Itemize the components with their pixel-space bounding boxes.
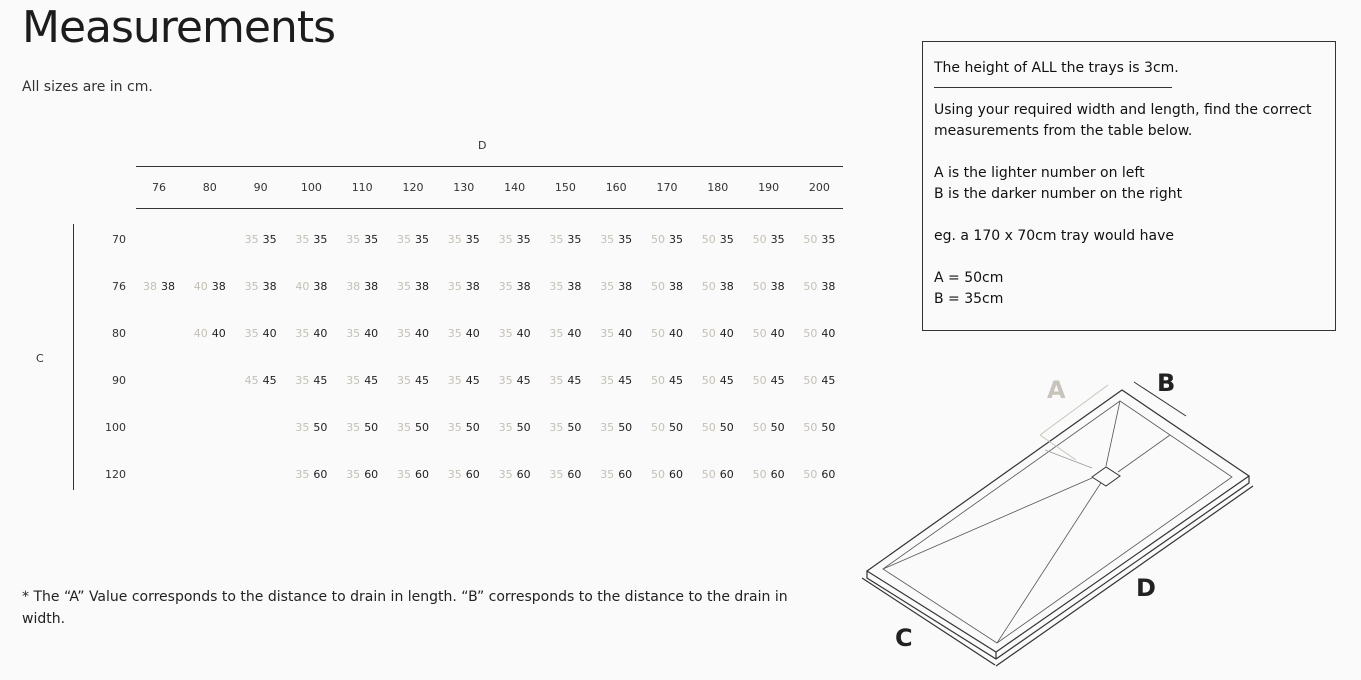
table-top-rule (136, 166, 843, 167)
value-b: 60 (821, 468, 836, 481)
value-b: 40 (364, 327, 379, 340)
value-b: 60 (770, 468, 785, 481)
value-a: 35 (600, 327, 615, 340)
value-b: 35 (516, 233, 531, 246)
row-header: 120 (105, 468, 126, 481)
value-a: 35 (295, 468, 310, 481)
table-cell (789, 421, 849, 434)
value-a: 50 (651, 280, 665, 293)
info-example-a: A = 50cm (934, 270, 1004, 286)
value-a: 35 (498, 233, 513, 246)
value-b: 38 (770, 280, 785, 293)
value-a: 35 (549, 327, 564, 340)
units-note: All sizes are in cm. (22, 79, 153, 95)
value-b: 50 (770, 421, 785, 434)
value-b: 60 (618, 468, 633, 481)
row-header: 80 (112, 327, 126, 340)
value-b: 60 (567, 468, 582, 481)
tray-diagram (850, 360, 1260, 678)
value-a: 35 (346, 421, 361, 434)
value-b: 60 (364, 468, 379, 481)
value-b: 40 (516, 327, 531, 340)
value-b: 38 (821, 280, 836, 293)
value-a: 50 (701, 421, 716, 434)
row-axis-label: C (36, 352, 44, 365)
value-b: 35 (262, 233, 277, 246)
value-b: 45 (465, 374, 480, 387)
value-a: 35 (244, 327, 259, 340)
column-header: 90 (253, 181, 268, 194)
value-a: 50 (651, 374, 665, 387)
info-box (922, 41, 1336, 331)
table-header-rule (136, 208, 843, 209)
diagram-label-b: B (1157, 369, 1176, 397)
value-a: 40 (193, 280, 208, 293)
value-b: 40 (669, 327, 683, 340)
value-a: 35 (447, 468, 462, 481)
column-header: 100 (300, 181, 322, 194)
value-a: 35 (295, 327, 310, 340)
value-a: 35 (498, 421, 513, 434)
value-b: 45 (618, 374, 633, 387)
value-a: 50 (752, 327, 767, 340)
value-b: 45 (567, 374, 582, 387)
value-b: 60 (669, 468, 683, 481)
value-b: 38 (364, 280, 379, 293)
value-a: 38 (346, 280, 361, 293)
value-a: 50 (701, 233, 716, 246)
value-a: 35 (397, 327, 411, 340)
value-b: 45 (364, 374, 379, 387)
column-header: 200 (808, 181, 830, 194)
value-a: 35 (549, 468, 564, 481)
table-cell (789, 327, 849, 340)
table-row-rule (73, 224, 74, 490)
info-tray-height: The height of ALL the trays is 3cm. (934, 60, 1179, 76)
diagram-label-d: D (1136, 574, 1156, 602)
value-b: 50 (618, 421, 633, 434)
info-a-explanation: A is the lighter number on left (934, 165, 1145, 181)
value-b: 60 (465, 468, 480, 481)
value-a: 35 (295, 233, 310, 246)
value-b: 40 (821, 327, 836, 340)
diagram-label-a: A (1047, 376, 1066, 404)
value-b: 50 (719, 421, 734, 434)
value-b: 60 (313, 468, 328, 481)
value-b: 40 (415, 327, 429, 340)
value-a: 50 (803, 280, 818, 293)
value-a: 40 (193, 327, 208, 340)
value-b: 40 (211, 327, 226, 340)
info-example: eg. a 170 x 70cm tray would have (934, 228, 1174, 244)
value-b: 60 (719, 468, 734, 481)
value-a: 35 (447, 327, 462, 340)
info-divider (934, 87, 1172, 88)
value-b: 50 (465, 421, 480, 434)
value-b: 38 (161, 280, 175, 293)
info-b-explanation: B is the darker number on the right (934, 186, 1183, 202)
value-a: 45 (244, 374, 259, 387)
value-a: 35 (549, 421, 564, 434)
value-b: 50 (516, 421, 531, 434)
column-header: 170 (656, 181, 678, 194)
tray-top-face (867, 390, 1249, 652)
value-a: 50 (651, 327, 665, 340)
value-a: 35 (549, 280, 564, 293)
value-a: 35 (447, 233, 462, 246)
value-b: 35 (567, 233, 582, 246)
value-a: 50 (651, 468, 665, 481)
value-a: 50 (651, 233, 665, 246)
value-a: 35 (498, 468, 513, 481)
value-b: 40 (770, 327, 785, 340)
value-b: 38 (618, 280, 633, 293)
value-a: 35 (498, 374, 513, 387)
value-b: 50 (364, 421, 379, 434)
value-b: 45 (313, 374, 328, 387)
value-b: 35 (821, 233, 836, 246)
value-b: 38 (313, 280, 328, 293)
value-b: 50 (821, 421, 836, 434)
column-header: 120 (402, 181, 424, 194)
value-b: 45 (770, 374, 785, 387)
value-b: 45 (669, 374, 683, 387)
value-a: 35 (244, 280, 259, 293)
value-a: 50 (752, 468, 767, 481)
value-a: 50 (752, 374, 767, 387)
value-b: 50 (415, 421, 429, 434)
value-a: 35 (244, 233, 259, 246)
row-header: 100 (105, 421, 126, 434)
value-b: 50 (567, 421, 582, 434)
value-a: 50 (752, 421, 767, 434)
value-a: 35 (346, 468, 361, 481)
value-a: 50 (651, 421, 665, 434)
column-header: 190 (758, 181, 780, 194)
info-instructions: Using your required width and length, find the correct measurements from the table below. (934, 102, 1312, 139)
value-a: 35 (295, 374, 310, 387)
value-b: 38 (516, 280, 531, 293)
value-a: 35 (600, 468, 615, 481)
value-a: 50 (803, 233, 818, 246)
value-b: 50 (313, 421, 328, 434)
value-a: 35 (295, 421, 310, 434)
value-b: 45 (262, 374, 277, 387)
value-b: 45 (516, 374, 531, 387)
value-a: 50 (803, 327, 818, 340)
table-cell (789, 468, 849, 481)
row-header: 90 (112, 374, 126, 387)
value-a: 35 (600, 280, 615, 293)
value-b: 38 (415, 280, 429, 293)
value-b: 38 (567, 280, 582, 293)
value-a: 35 (397, 233, 411, 246)
column-header: 80 (202, 181, 217, 194)
value-b: 60 (516, 468, 531, 481)
value-a: 35 (397, 280, 411, 293)
column-header: 180 (707, 181, 729, 194)
value-a: 35 (397, 468, 411, 481)
value-a: 35 (549, 233, 564, 246)
value-b: 38 (719, 280, 734, 293)
row-header: 70 (112, 233, 126, 246)
column-header: 150 (554, 181, 576, 194)
info-example-b: B = 35cm (934, 291, 1004, 307)
value-b: 45 (415, 374, 429, 387)
value-b: 38 (211, 280, 226, 293)
diagram-label-c: C (895, 624, 913, 652)
value-a: 50 (752, 233, 767, 246)
column-header: 160 (605, 181, 627, 194)
value-b: 60 (415, 468, 429, 481)
value-a: 50 (701, 374, 716, 387)
table-cell (789, 374, 849, 387)
value-a: 50 (701, 468, 716, 481)
value-a: 35 (346, 327, 361, 340)
value-a: 35 (397, 421, 411, 434)
value-b: 35 (770, 233, 785, 246)
value-b: 35 (669, 233, 683, 246)
value-b: 35 (415, 233, 429, 246)
value-b: 40 (313, 327, 328, 340)
column-header: 110 (351, 181, 373, 194)
value-b: 35 (364, 233, 379, 246)
value-a: 35 (600, 421, 615, 434)
value-a: 40 (295, 280, 310, 293)
column-header: 76 (152, 181, 166, 194)
value-b: 35 (719, 233, 734, 246)
value-b: 35 (313, 233, 328, 246)
value-a: 35 (549, 374, 564, 387)
value-a: 35 (346, 374, 361, 387)
page-title: Measurements (22, 2, 335, 53)
row-header: 76 (112, 280, 126, 293)
value-a: 35 (447, 421, 462, 434)
value-a: 35 (498, 327, 513, 340)
value-b: 45 (719, 374, 734, 387)
value-a: 50 (803, 421, 818, 434)
value-a: 35 (346, 233, 361, 246)
value-b: 40 (719, 327, 734, 340)
column-header: 140 (504, 181, 526, 194)
value-a: 50 (803, 468, 818, 481)
value-b: 40 (567, 327, 582, 340)
value-a: 35 (447, 374, 462, 387)
value-a: 50 (752, 280, 767, 293)
value-b: 40 (262, 327, 277, 340)
value-b: 38 (262, 280, 277, 293)
table-cell (789, 280, 849, 293)
footnote: * The “A” Value corresponds to the distance to drain in length. “B” corresponds to the distance to the drain in width. (22, 589, 788, 627)
value-a: 35 (498, 280, 513, 293)
value-a: 50 (803, 374, 818, 387)
value-a: 35 (397, 374, 411, 387)
column-axis-label: D (478, 139, 487, 152)
value-b: 40 (465, 327, 480, 340)
value-b: 45 (821, 374, 836, 387)
value-b: 35 (618, 233, 633, 246)
value-a: 35 (600, 374, 615, 387)
value-b: 50 (669, 421, 683, 434)
value-a: 35 (600, 233, 615, 246)
value-b: 38 (465, 280, 480, 293)
value-a: 38 (143, 280, 157, 293)
value-a: 35 (447, 280, 462, 293)
value-b: 40 (618, 327, 633, 340)
table-cell (789, 233, 849, 246)
value-a: 50 (701, 327, 716, 340)
value-a: 50 (701, 280, 716, 293)
column-header: 130 (453, 181, 475, 194)
value-b: 38 (669, 280, 683, 293)
value-b: 35 (465, 233, 480, 246)
